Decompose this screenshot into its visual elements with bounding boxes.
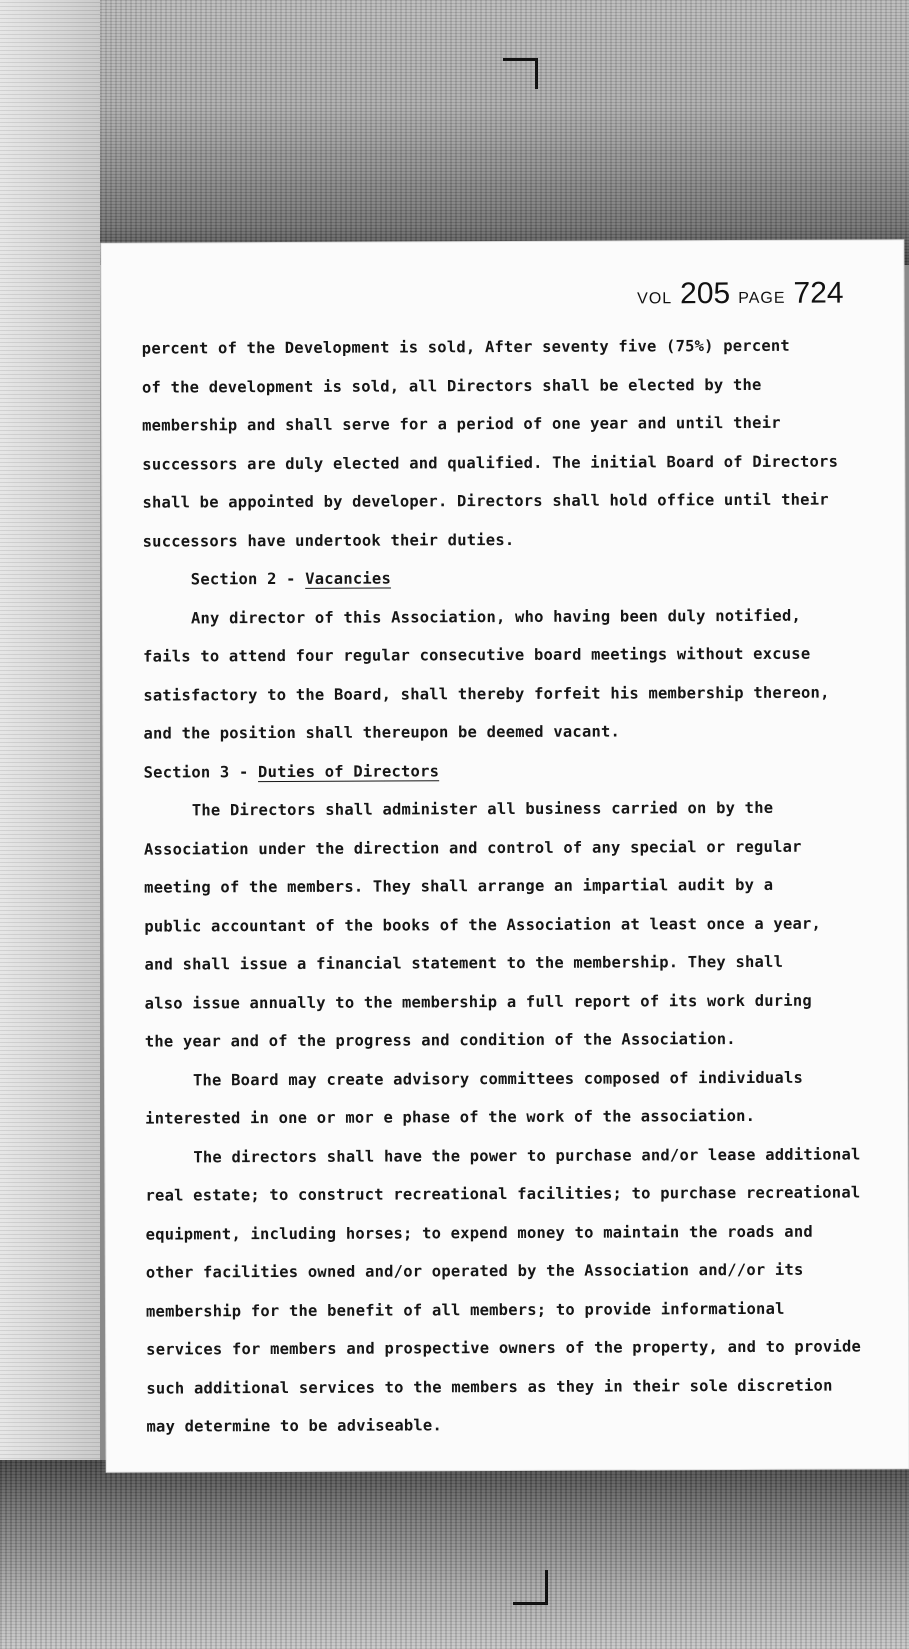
crop-mark-top bbox=[503, 58, 538, 89]
text-line: also issue annually to the membership a full report of its work during bbox=[144, 991, 812, 1013]
scan-background-bottom bbox=[0, 1460, 909, 1649]
text-line: fails to attend four regular consecutive board meetings without excuse bbox=[143, 644, 811, 666]
text-line: may determine to be adviseable. bbox=[146, 1416, 443, 1436]
text-line: the year and of the progress and condition of the Association. bbox=[144, 1029, 736, 1051]
text-line: interested in one or mor e phase of the work of the association. bbox=[145, 1106, 756, 1128]
text-line: meeting of the members. They shall arrange an impartial audit by a bbox=[144, 875, 774, 897]
document-page bbox=[101, 240, 908, 1471]
text-line: satisfactory to the Board, shall thereby forfeit his membership thereon, bbox=[143, 683, 830, 705]
text-line: and the position shall thereupon be deemed vacant. bbox=[143, 722, 621, 743]
text-line: membership and shall serve for a period of one year and until their bbox=[142, 413, 781, 435]
volume-page-header bbox=[637, 277, 844, 312]
text-line: The Directors shall administer all business carried on by the bbox=[191, 798, 774, 820]
text-line: of the development is sold, all Directors shall be elected by the bbox=[141, 375, 762, 397]
text-line: Any director of this Association, who having been duly notified, bbox=[190, 606, 802, 627]
text-line: membership for the benefit of all members; to provide informational bbox=[145, 1299, 785, 1321]
text-line: services for members and prospective owners of the property, and to provide bbox=[146, 1337, 862, 1359]
section-2-prefix: Section 2 - bbox=[190, 569, 306, 589]
page-number: 724 bbox=[793, 276, 844, 310]
section-3-heading bbox=[144, 750, 864, 792]
section-3-title: Duties of Directors bbox=[257, 761, 440, 781]
scan-background-top bbox=[0, 0, 909, 265]
scan-background-left bbox=[0, 0, 100, 1475]
crop-mark-bottom bbox=[513, 1570, 548, 1605]
text-line: successors are duly elected and qualified. The initial Board of Directors bbox=[142, 452, 839, 474]
page-label: PAGE bbox=[738, 289, 786, 307]
section-3-prefix: Section 3 - bbox=[143, 762, 259, 782]
vol-number: 205 bbox=[680, 277, 731, 311]
text-line: successors have undertook their duties. bbox=[142, 530, 515, 551]
text-line: equipment, including horses; to expend money to maintain the roads and bbox=[145, 1222, 813, 1244]
text-line: The Board may create advisory committees composed of individuals bbox=[192, 1068, 804, 1089]
text-line: other facilities owned and/or operated by the Association and//or its bbox=[145, 1260, 804, 1282]
section-2-title: Vacancies bbox=[305, 569, 392, 588]
text-line: such additional services to the members as they in their sole discretion bbox=[146, 1376, 833, 1398]
vol-label: VOL bbox=[637, 290, 673, 308]
document-body bbox=[142, 326, 867, 1446]
text-line: percent of the Development is sold, After seventy five (75%) percent bbox=[141, 336, 790, 358]
section-2-heading bbox=[143, 557, 863, 599]
text-line: public accountant of the books of the Association at least once a year, bbox=[144, 914, 822, 936]
text-line: real estate; to construct recreational facilities; to purchase recreational bbox=[145, 1183, 861, 1205]
text-line: The directors shall have the power to purchase and/or lease additional bbox=[193, 1144, 861, 1166]
text-line: Association under the direction and control of any special or regular bbox=[143, 837, 802, 859]
text-line: and shall issue a financial statement to the membership. They shall bbox=[144, 952, 784, 974]
text-line: shall be appointed by developer. Directors shall hold office until their bbox=[142, 490, 829, 512]
